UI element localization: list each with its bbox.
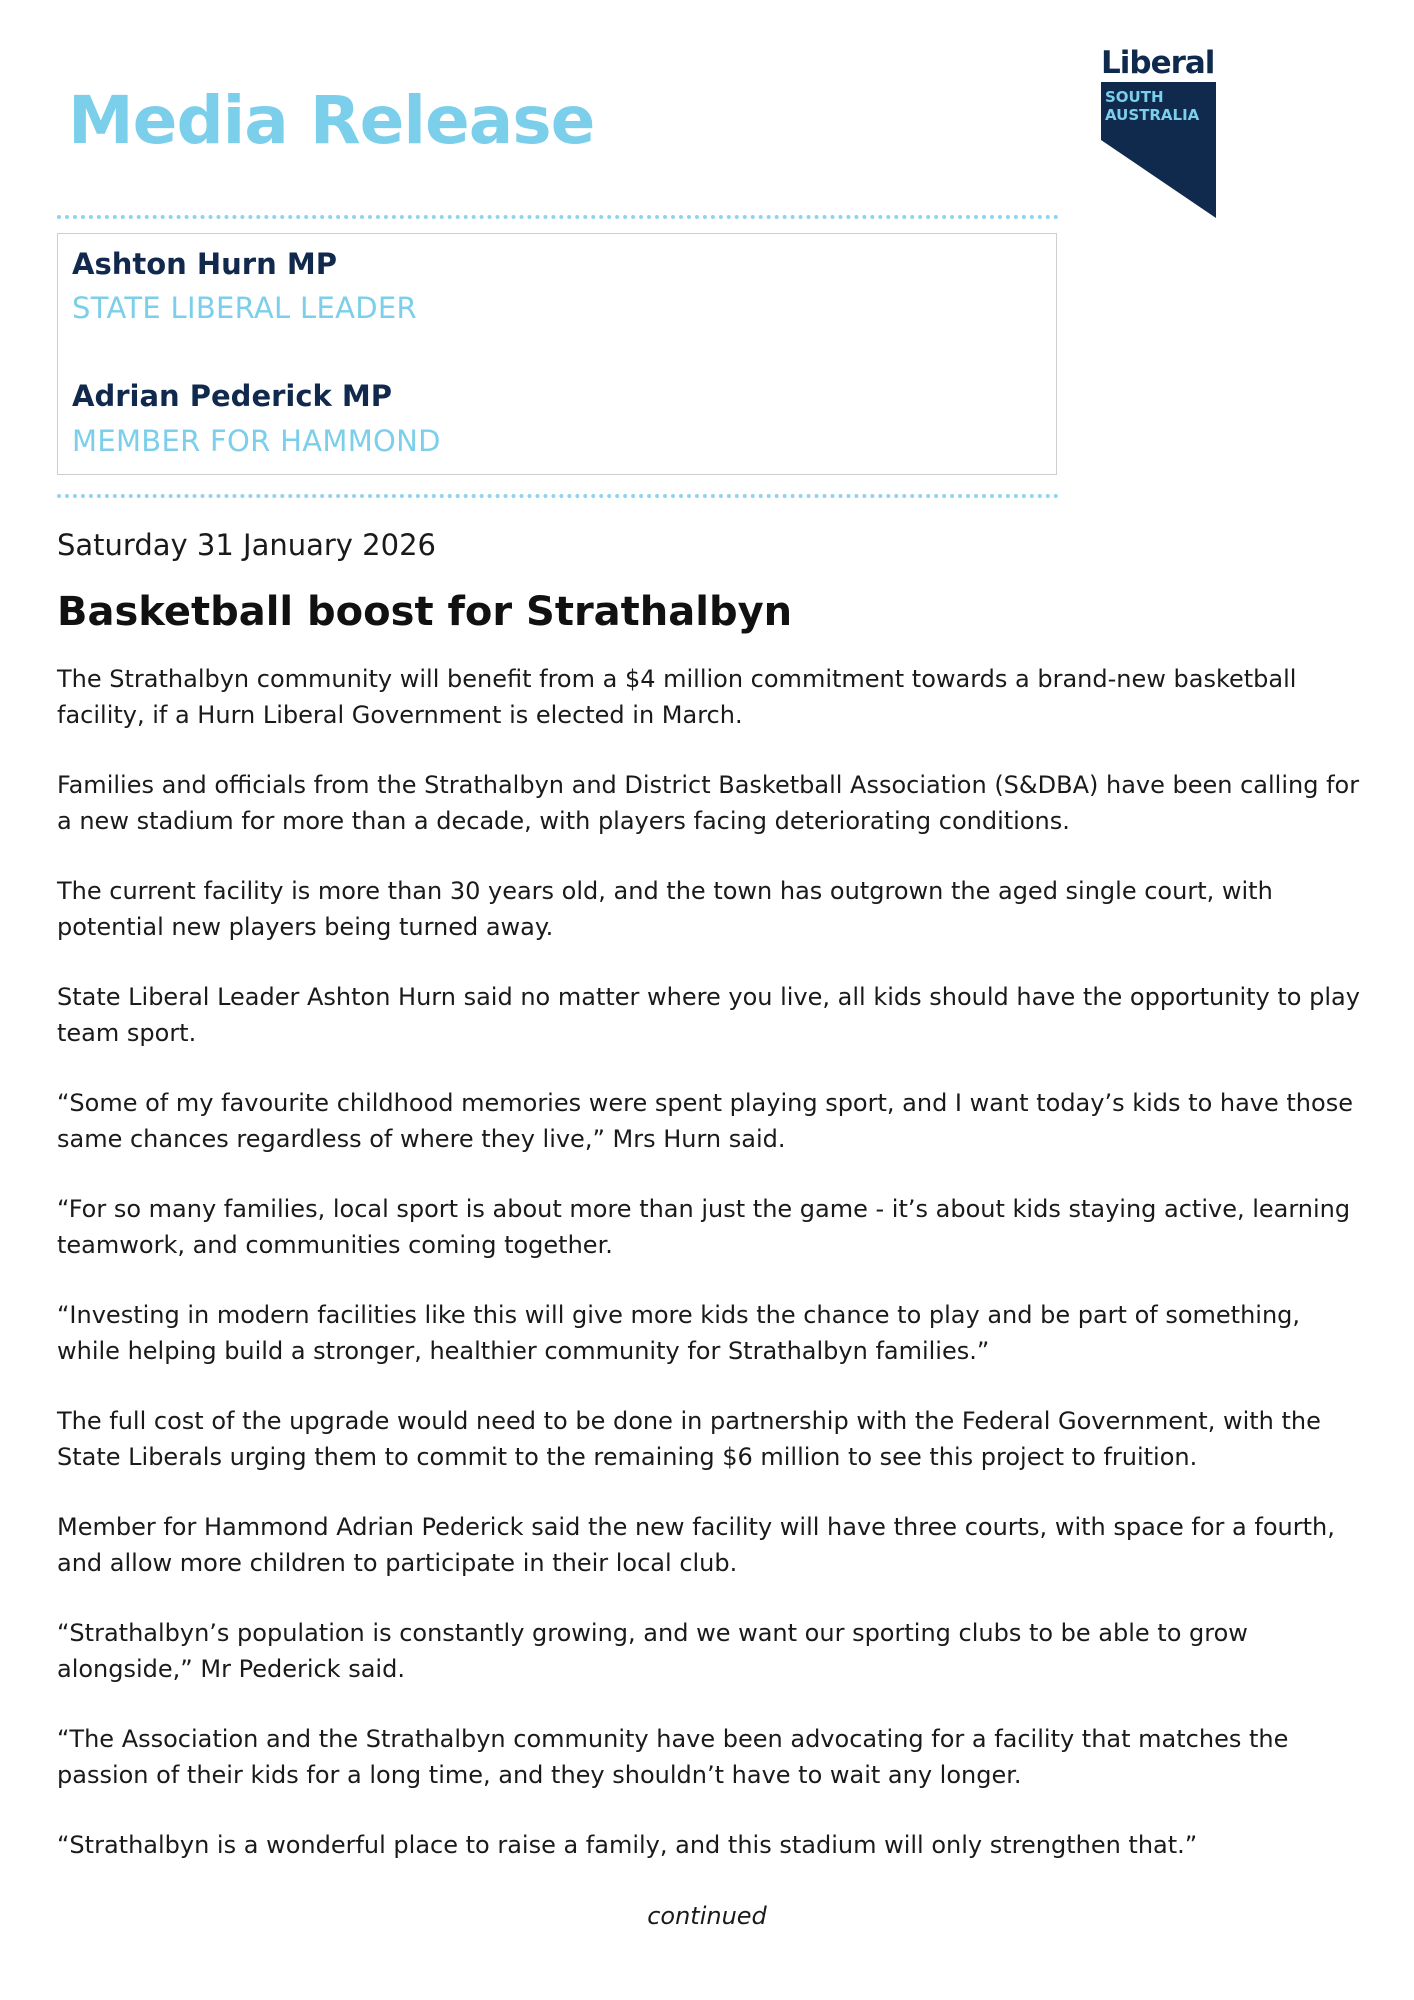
bottom-dotted-divider — [57, 494, 1059, 498]
paragraph: “The Association and the Strathalbyn community have been advocating for a facility that matches the passion of their kids for a long time, and they shouldn’t have to wait any longer. — [57, 1725, 1289, 1789]
paragraph: “Strathalbyn’s population is constantly growing, and we want our sporting clubs to be able to grow alongside,” Mr Pederick said. — [57, 1619, 1248, 1683]
headline: Basketball boost for Strathalbyn — [57, 589, 793, 635]
author-name: Adrian Pederick MP — [72, 379, 393, 413]
logo-line-australia: AUSTRALIA — [1105, 106, 1200, 124]
article-body — [57, 662, 1367, 1899]
continued-note: continued — [647, 1902, 767, 1930]
author-role: STATE LIBERAL LEADER — [72, 291, 417, 325]
paragraph: “For so many families, local sport is about more than just the game - it’s about kids staying active, learning teamwork, and communities coming together. — [57, 1195, 1351, 1259]
author-name: Ashton Hurn MP — [72, 247, 337, 281]
paragraph: “Strathalbyn is a wonderful place to raise a family, and this stadium will only strengthen that.” — [57, 1831, 1198, 1859]
paragraph: The full cost of the upgrade would need to be done in partnership with the Federal Government, with the State Liberals urging them to commit to the remaining $6 million to see this project to fruition. — [57, 1407, 1321, 1471]
paragraph: Families and officials from the Strathalbyn and District Basketball Association (S&DBA) have been calling for a new stadium for more than a decade, with players facing deteriorating conditions. — [57, 771, 1360, 835]
release-date: Saturday 31 January 2026 — [57, 528, 436, 562]
logo-wordmark: Liberal — [1101, 45, 1215, 81]
paragraph: The Strathalbyn community will benefit from a $4 million commitment towards a brand-new basketball facility, if a Hurn Liberal Government is elected in March. — [57, 665, 1297, 729]
paragraph: “Investing in modern facilities like this will give more kids the chance to play and be part of something, while helping build a stronger, healthier community for Strathalbyn families.” — [57, 1301, 1301, 1365]
paragraph: “Some of my favourite childhood memories were spent playing sport, and I want today’s kids to have those same chances regardless of where they live,” Mrs Hurn said. — [57, 1089, 1353, 1153]
media-release-title: Media Release — [68, 82, 595, 159]
liberal-sa-logo — [1098, 42, 1222, 222]
paragraph: State Liberal Leader Ashton Hurn said no matter where you live, all kids should have the opportunity to play team sport. — [57, 983, 1360, 1047]
authors-box — [57, 233, 1057, 475]
top-dotted-divider — [57, 215, 1059, 219]
paragraph: Member for Hammond Adrian Pederick said the new facility will have three courts, with space for a fourth, and allow more children to participate in their local club. — [57, 1513, 1335, 1577]
author-role: MEMBER FOR HAMMOND — [72, 424, 441, 458]
paragraph: The current facility is more than 30 years old, and the town has outgrown the aged single court, with potential new players being turned away. — [57, 877, 1273, 941]
logo-line-south: SOUTH — [1105, 88, 1164, 106]
